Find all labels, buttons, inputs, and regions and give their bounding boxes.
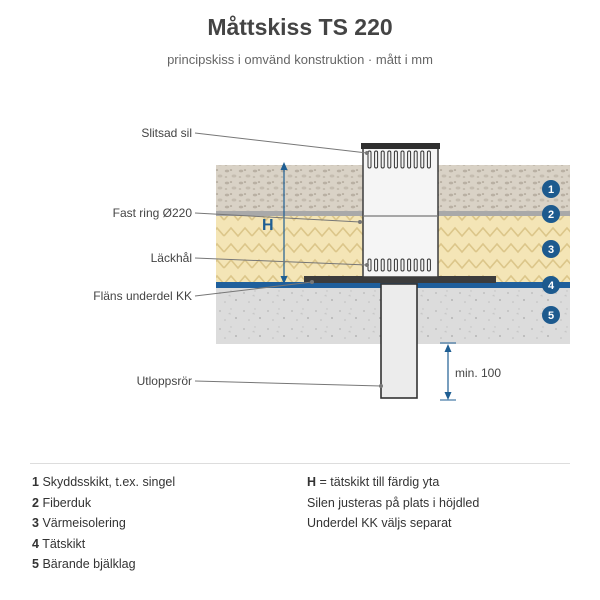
svg-text:Slitsad sil: Slitsad sil <box>141 126 192 140</box>
legend-item-2: 2 Fiberduk <box>32 495 92 510</box>
min-dimension <box>440 343 501 400</box>
legend-item-1: 1 Skyddsskikt, t.ex. singel <box>32 475 176 489</box>
min-label: min. 100 <box>455 366 502 380</box>
layer-legend <box>32 472 175 575</box>
note-h: H = tätskikt till färdig yta <box>307 475 440 489</box>
svg-text:Utloppsrör: Utloppsrör <box>136 374 192 388</box>
layer-badge-1 <box>542 180 560 198</box>
legend-item-3: 3 Värmeisolering <box>32 516 126 530</box>
svg-text:Fläns underdel KK: Fläns underdel KK <box>93 289 192 303</box>
note-kk: Underdel KK väljs separat <box>307 516 452 530</box>
legend-item-4: 4 Tätskikt <box>32 536 86 551</box>
layer-badge-5 <box>542 306 560 324</box>
h-label: H <box>262 217 274 234</box>
layer-badge-2 <box>542 205 560 223</box>
note-adjust: Silen justeras på plats i höjdled <box>307 495 480 510</box>
svg-text:Fast ring Ø220: Fast ring Ø220 <box>112 206 192 220</box>
diagram-subtitle: principskiss i omvänd konstruktion · mått i mm <box>167 52 433 67</box>
layer-badge-3 <box>542 240 560 258</box>
legend-divider <box>30 463 570 464</box>
legend-item-5: 5 Bärande bjälklag <box>32 557 136 571</box>
layer-badge-4 <box>542 276 560 294</box>
outlet-pipe <box>381 284 417 398</box>
notes <box>307 472 479 534</box>
svg-text:1: 1 <box>547 184 555 196</box>
svg-text:2: 2 <box>547 209 555 221</box>
callout-slitsad-sil <box>141 126 369 155</box>
svg-text:3: 3 <box>547 244 555 256</box>
svg-text:Läckhål: Läckhål <box>150 251 192 265</box>
svg-text:4: 4 <box>547 280 555 292</box>
slotted-strainer <box>361 143 440 277</box>
diagram-title: Måttskiss TS 220 <box>207 14 393 40</box>
callout-utloppsror <box>137 374 383 388</box>
svg-text:5: 5 <box>547 310 555 322</box>
